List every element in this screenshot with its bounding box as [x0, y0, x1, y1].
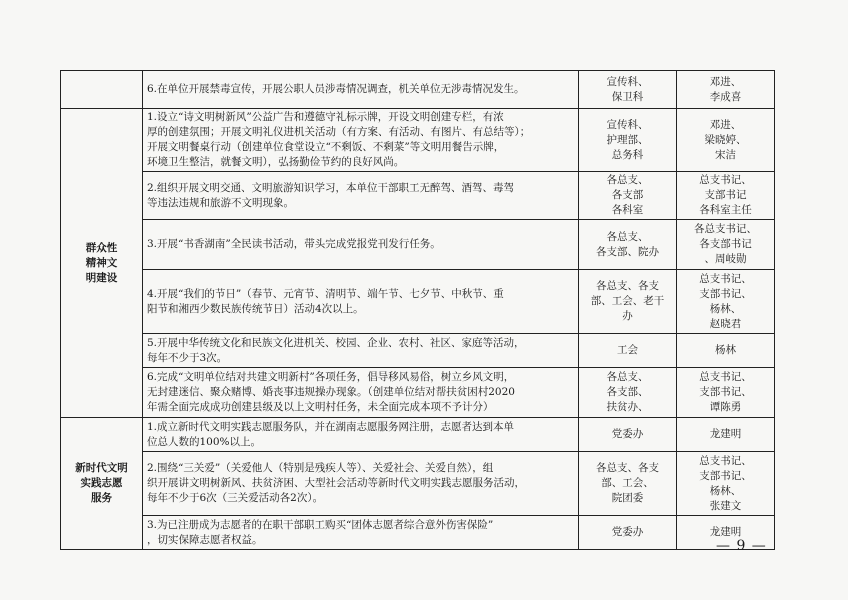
responsible-cell: 总支书记、 支部书记、 杨林、 赵晓君: [677, 270, 775, 334]
task-cell: 6.在单位开展禁毒宣传，开展公职人员涉毒情况调查，机关单位无涉毒情况发生。: [143, 71, 579, 109]
department-cell: 党委办: [579, 516, 677, 550]
task-cell: 3.为已注册成为志愿者的在职干部职工购买“团体志愿者综合意外伤害保险” ，切实保障志愿者权益。: [143, 516, 579, 550]
department-cell: 各总支、各支 部、工会、老干 办: [579, 270, 677, 334]
category-cell: 新时代文明 实践志愿 服务: [61, 418, 143, 550]
responsible-cell: 总支书记、 支部书记 各科室主任: [677, 172, 775, 220]
table-row: [61, 516, 775, 550]
table-row: [61, 220, 775, 270]
category-cell: 群众性 精神文 明建设: [61, 109, 143, 418]
department-cell: 宣传科、 护理部、 总务科: [579, 109, 677, 172]
task-cell: 1.成立新时代文明实践志愿服务队，并在湖南志愿服务网注册，志愿者达到本单 位总人数的100%以上。: [143, 418, 579, 452]
category-cell-empty: [61, 71, 143, 109]
responsible-cell: 邓进、 李成喜: [677, 71, 775, 109]
table-row: [61, 452, 775, 516]
task-cell: 2.组织开展文明交通、文明旅游知识学习，本单位干部职工无醉驾、酒驾、毒驾 等违法违规和旅游不文明现象。: [143, 172, 579, 220]
page-number: — 9 —: [716, 538, 767, 554]
task-cell: 2.围绕“三关爱”（关爱他人（特别是残疾人等）、关爱社会、关爱自然），组 织开展讲文明树新风、扶贫济困、大型社会活动等新时代文明实践志愿服务活动， 每年不少于6次（三关爱活动各2次）。: [143, 452, 579, 516]
responsible-cell: 邓进、 梁晓婷、 宋洁: [677, 109, 775, 172]
responsible-cell: 各总支书记、 各支部书记 、周岐勋: [677, 220, 775, 270]
task-cell: 6.完成“文明单位结对共建文明新村”各项任务，倡导移风易俗，树立乡风文明， 无封建迷信、聚众赌博、婚丧事违规操办现象。（创建单位结对帮扶贫困村2020 年需全面完成成功创建县级及以上文明村任务，未全面完成本项不予计分）: [143, 368, 579, 418]
task-cell: 5.开展中华传统文化和民族文化进机关、校园、企业、农村、社区、家庭等活动， 每年不少于3次。: [143, 334, 579, 368]
department-cell: 各总支、各支 部、工会、 院团委: [579, 452, 677, 516]
table-row: [61, 71, 775, 109]
responsible-cell: 杨林: [677, 334, 775, 368]
table-row: [61, 334, 775, 368]
task-cell: 1.设立“诗文明树新风”公益广告和遵德守礼标示牌，开设文明创建专栏，有浓 厚的创建氛围；开展文明礼仪进机关活动（有方案、有活动、有图片、有总结等）； 开展文明餐桌行动（创建单位食堂设立“不剩饭、不剩菜”等文明用餐告示牌， 环境卫生整洁，就餐文明），弘扬勤俭节约的良好风尚。: [143, 109, 579, 172]
table-row: [61, 368, 775, 418]
responsible-cell: 龙建明: [677, 418, 775, 452]
department-cell: 党委办: [579, 418, 677, 452]
task-table: [60, 70, 775, 550]
department-cell: 各总支、 各支部、 扶贫办、: [579, 368, 677, 418]
responsible-cell: 总支书记、 支部书记、 谭陈勇: [677, 368, 775, 418]
table-row: [61, 270, 775, 334]
responsible-cell: 龙建明: [677, 516, 775, 550]
department-cell: 宣传科、 保卫科: [579, 71, 677, 109]
table-row: [61, 109, 775, 172]
table-row: [61, 418, 775, 452]
department-cell: 各总支、 各支部、院办: [579, 220, 677, 270]
table-row: [61, 172, 775, 220]
department-cell: 工会: [579, 334, 677, 368]
task-cell: 4.开展“我们的节日”（春节、元宵节、清明节、端午节、七夕节、中秋节、重 阳节和湘西少数民族传统节日）活动4次以上。: [143, 270, 579, 334]
department-cell: 各总支、 各支部 各科室: [579, 172, 677, 220]
responsible-cell: 总支书记、 支部书记、 杨林、 张建文: [677, 452, 775, 516]
task-cell: 3.开展“书香湖南”全民读书活动，带头完成党报党刊发行任务。: [143, 220, 579, 270]
